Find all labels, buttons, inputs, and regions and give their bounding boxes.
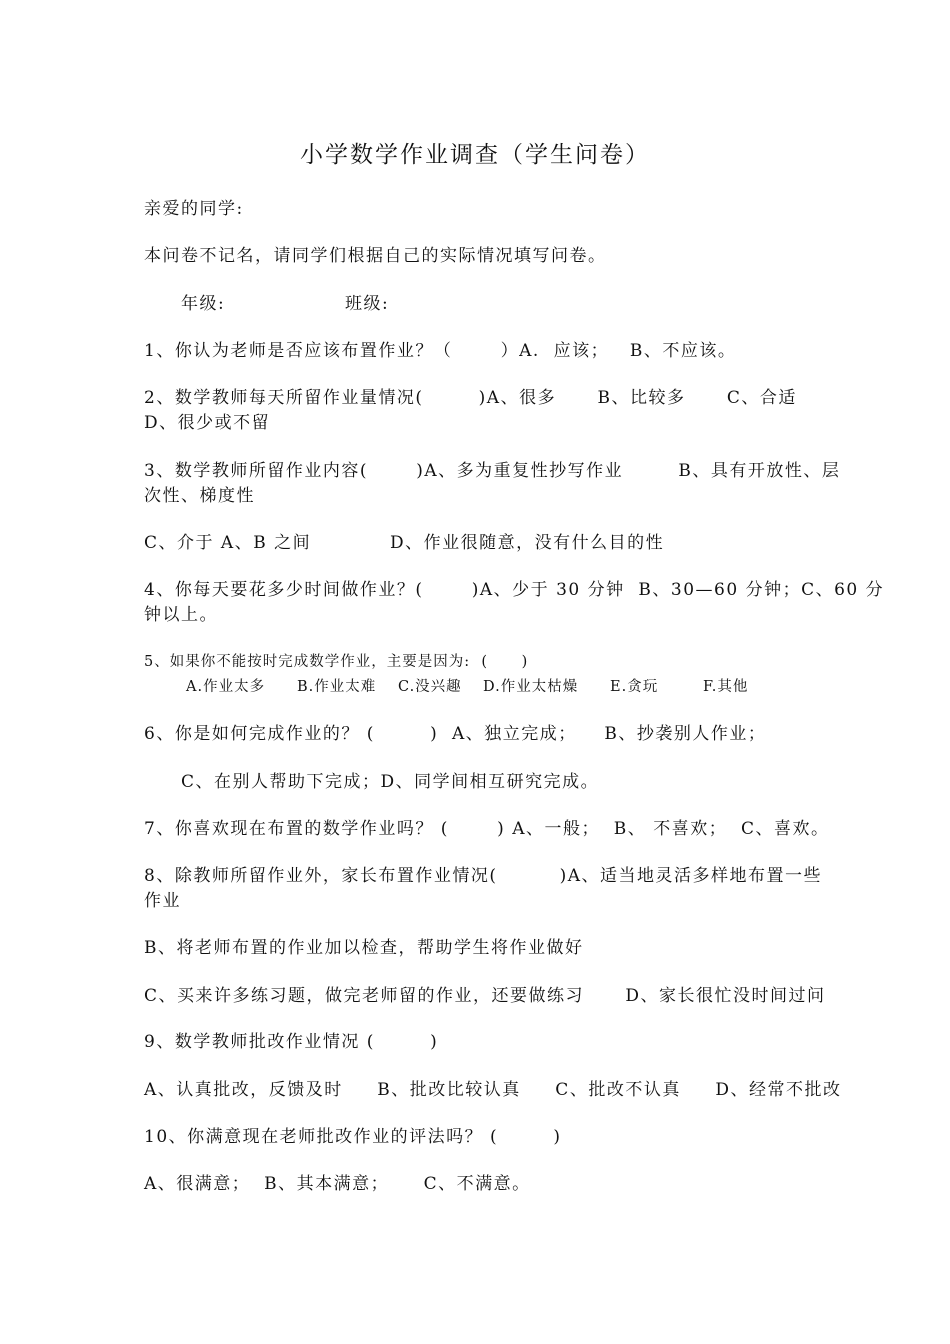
question-10-line-2: A、很满意； B、其本满意； C、不满意。 <box>144 1174 531 1194</box>
class-label: 班级: <box>345 294 390 314</box>
question-3-option-c: C、介于 A、B 之间 <box>144 533 312 553</box>
question-5-option-b: B.作业太难 <box>297 679 377 695</box>
question-9-line-1: 9、数学教师批改作业情况 ( ) <box>144 1032 439 1052</box>
question-5-option-f: F.其他 <box>703 679 749 695</box>
question-8-line-2: 作业 <box>144 891 181 911</box>
grade-label: 年级: <box>181 294 226 314</box>
intro-text: 本问卷不记名，请同学们根据自己的实际情况填写问卷。 <box>144 246 607 266</box>
question-4-line-1: 4、你每天要花多少时间做作业？( )A、少于 30 分钟 B、30—60 分钟；C、60 分 <box>144 580 885 600</box>
page-title: 小学数学作业调查（学生问卷） <box>300 142 650 168</box>
question-3-line-1: 3、数学教师所留作业内容( )A、多为重复性抄写作业 B、具有开放性、层 <box>144 461 841 481</box>
question-8-line-1: 8、除教师所留作业外，家长布置作业情况( )A、适当地灵活多样地布置一些 <box>144 866 822 886</box>
question-9-line-2: A、认真批改，反馈及时 B、批改比较认真 C、批改不认真 D、经常不批改 <box>144 1080 842 1100</box>
question-6-line-1: 6、你是如何完成作业的？ ( ) A、独立完成； B、抄袭别人作业； <box>144 724 767 744</box>
question-8-line-4: C、买来许多练习题，做完老师留的作业，还要做练习 D、家长很忙没时间过问 <box>144 986 826 1006</box>
question-5-line-1: 5、如果你不能按时完成数学作业，主要是因为: ( ) <box>144 654 529 670</box>
question-5-option-e: E.贪玩 <box>610 679 659 695</box>
question-1: 1、你认为老师是否应该布置作业？（ ）A. 应该； B、不应该。 <box>144 341 737 361</box>
question-8-line-3: B、将老师布置的作业加以检查，帮助学生将作业做好 <box>144 938 584 958</box>
question-7: 7、你喜欢现在布置的数学作业吗？ ( ) A、一般； B、 不喜欢； C、喜欢。 <box>144 819 830 839</box>
question-5-option-c: C.没兴趣 <box>398 679 462 695</box>
question-4-line-2: 钟以上。 <box>144 605 218 625</box>
question-3-line-2: 次性、梯度性 <box>144 486 255 506</box>
question-10-line-1: 10、你满意现在老师批改作业的评法吗？ ( ) <box>144 1127 562 1147</box>
question-2-line-1: 2、数学教师每天所留作业量情况( )A、很多 B、比较多 C、合适 <box>144 388 797 408</box>
greeting: 亲爱的同学: <box>144 199 244 219</box>
question-5-option-d: D.作业太枯燥 <box>483 679 579 695</box>
question-2-line-2: D、很少或不留 <box>144 413 271 433</box>
question-3-option-d: D、作业很随意，没有什么目的性 <box>390 533 665 553</box>
question-5-option-a: A.作业太多 <box>186 679 266 695</box>
question-6-line-2: C、在别人帮助下完成；D、同学间相互研究完成。 <box>181 772 600 792</box>
